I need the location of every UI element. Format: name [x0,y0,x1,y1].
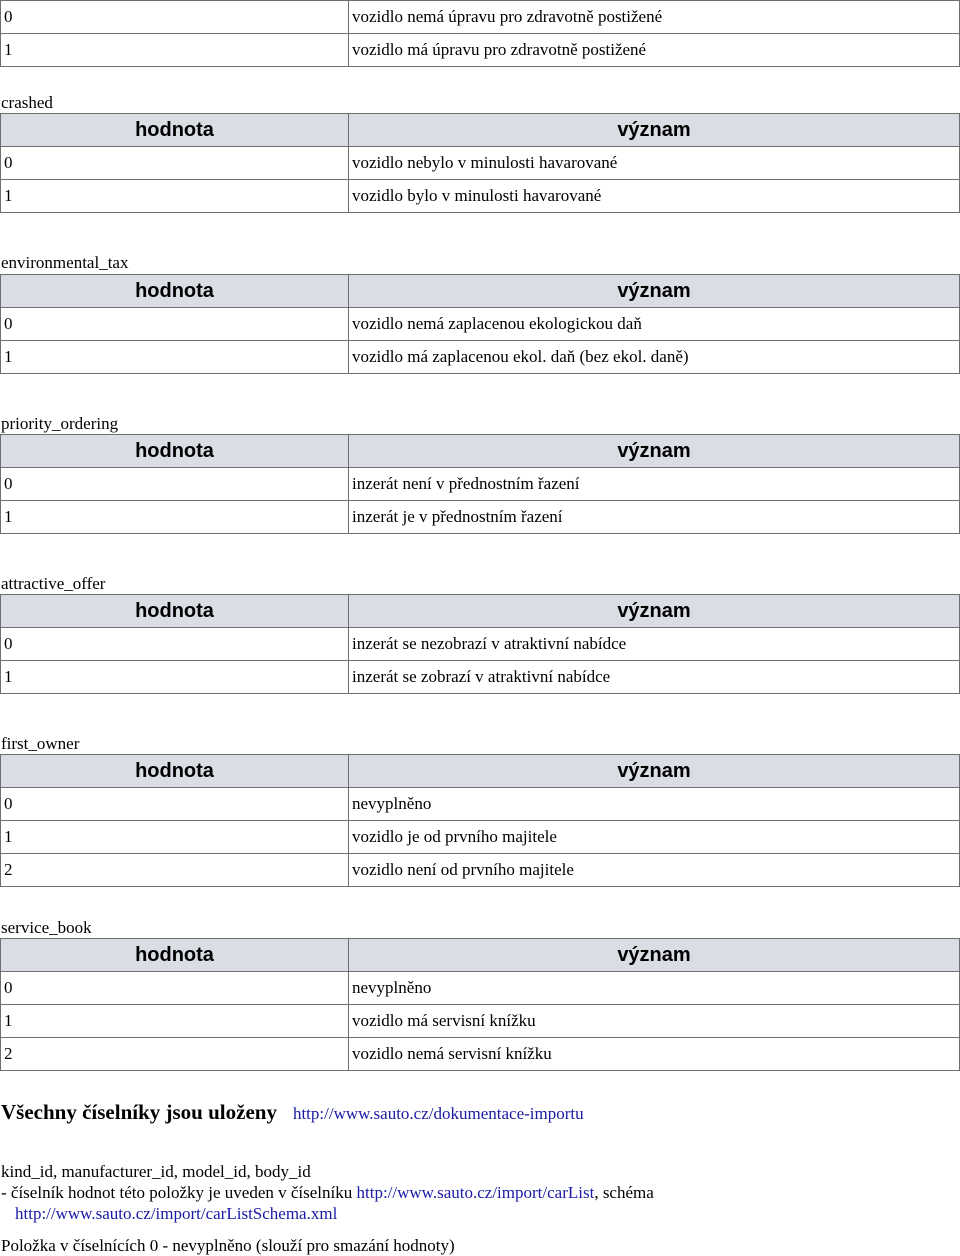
table-row [1,628,960,661]
header-value: hodnota [1,435,349,468]
table-header [1,755,960,788]
value-cell: 0 [1,972,349,1005]
schema-link[interactable]: http://www.sauto.cz/import/carListSchema.xml [15,1204,338,1223]
value-cell: 1 [1,1005,349,1038]
header-meaning: význam [349,595,960,628]
value-cell: 2 [1,854,349,887]
table-row [1,854,960,887]
documentation-link[interactable]: http://www.sauto.cz/dokumentace-importu [292,1104,584,1123]
carlist-link[interactable]: http://www.sauto.cz/import/carList [356,1183,595,1202]
value-cell: 0 [1,1,349,34]
value-cell: 1 [1,34,349,67]
meaning-cell: vozidlo nebylo v minulosti havarované [349,147,960,180]
last-line: Položka v číselnících 0 - nevyplněno (slouží pro smazání hodnoty) [1,1236,455,1255]
table-row [1,180,960,213]
meaning-cell: nevyplněno [349,972,960,1005]
desc-prefix: - číselník hodnot této položky je uveden v číselníku [1,1183,357,1202]
table-service-book [0,938,960,1071]
table-first-owner [0,754,960,887]
table-row [1,1005,960,1038]
header-meaning: význam [349,939,960,972]
header-meaning: význam [349,435,960,468]
desc-middle: , schéma [594,1183,654,1202]
value-cell: 0 [1,788,349,821]
header-value: hodnota [1,939,349,972]
table-header [1,595,960,628]
meaning-cell: vozidlo má zaplacenou ekol. daň (bez ekol. daně) [349,341,960,374]
top-partial-table [0,0,960,67]
value-cell: 1 [1,501,349,534]
table-header [1,435,960,468]
table-row [1,972,960,1005]
table-row [1,308,960,341]
header-value: hodnota [1,595,349,628]
table-crashed [0,113,960,213]
table-row [1,788,960,821]
meaning-cell: inzerát se nezobrazí v atraktivní nabídce [349,628,960,661]
header-meaning: význam [349,755,960,788]
footer-title-line [1,1100,584,1125]
table-caption-service-book: service_book [1,918,92,937]
value-cell: 1 [1,341,349,374]
table-row [1,821,960,854]
header-value: hodnota [1,755,349,788]
ids-line: kind_id, manufacturer_id, model_id, body_id [1,1162,311,1181]
meaning-cell: inzerát se zobrazí v atraktivní nabídce [349,661,960,694]
meaning-cell: inzerát není v přednostním řazení [349,468,960,501]
value-cell: 0 [1,628,349,661]
table-attractive-offer [0,594,960,694]
table-row [1,501,960,534]
table-priority-ordering [0,434,960,534]
table-caption-environmental-tax: environmental_tax [1,253,129,272]
value-cell: 0 [1,147,349,180]
meaning-cell: inzerát je v přednostním řazení [349,501,960,534]
value-cell: 0 [1,468,349,501]
meaning-cell: vozidlo je od prvního majitele [349,821,960,854]
desc-line [1,1182,654,1203]
meaning-cell: vozidlo nemá úpravu pro zdravotně postižené [349,1,960,34]
header-meaning: význam [349,275,960,308]
table-caption-crashed: crashed [1,93,53,112]
header-value: hodnota [1,275,349,308]
header-value: hodnota [1,114,349,147]
table-row [1,34,960,67]
value-cell: 1 [1,821,349,854]
meaning-cell: vozidlo má servisní knížku [349,1005,960,1038]
value-cell: 0 [1,308,349,341]
table-environmental-tax [0,274,960,374]
table-row [1,661,960,694]
table-row [1,468,960,501]
table-header [1,939,960,972]
table-row [1,1038,960,1071]
header-meaning: význam [349,114,960,147]
table-header [1,114,960,147]
value-cell: 2 [1,1038,349,1071]
meaning-cell: vozidlo nemá zaplacenou ekologickou daň [349,308,960,341]
table-caption-priority-ordering: priority_ordering [1,414,119,433]
table-header [1,275,960,308]
footer-title: Všechny číselníky jsou uloženy [1,1100,277,1124]
meaning-cell: vozidlo má úpravu pro zdravotně postižené [349,34,960,67]
meaning-cell: vozidlo bylo v minulosti havarované [349,180,960,213]
value-cell: 1 [1,661,349,694]
meaning-cell: nevyplněno [349,788,960,821]
table-row [1,341,960,374]
table-row [1,1,960,34]
meaning-cell: vozidlo není od prvního majitele [349,854,960,887]
table-caption-first-owner: first_owner [1,734,80,753]
meaning-cell: vozidlo nemá servisní knížku [349,1038,960,1071]
schema-line [15,1203,337,1224]
table-row [1,147,960,180]
value-cell: 1 [1,180,349,213]
table-caption-attractive-offer: attractive_offer [1,574,106,593]
